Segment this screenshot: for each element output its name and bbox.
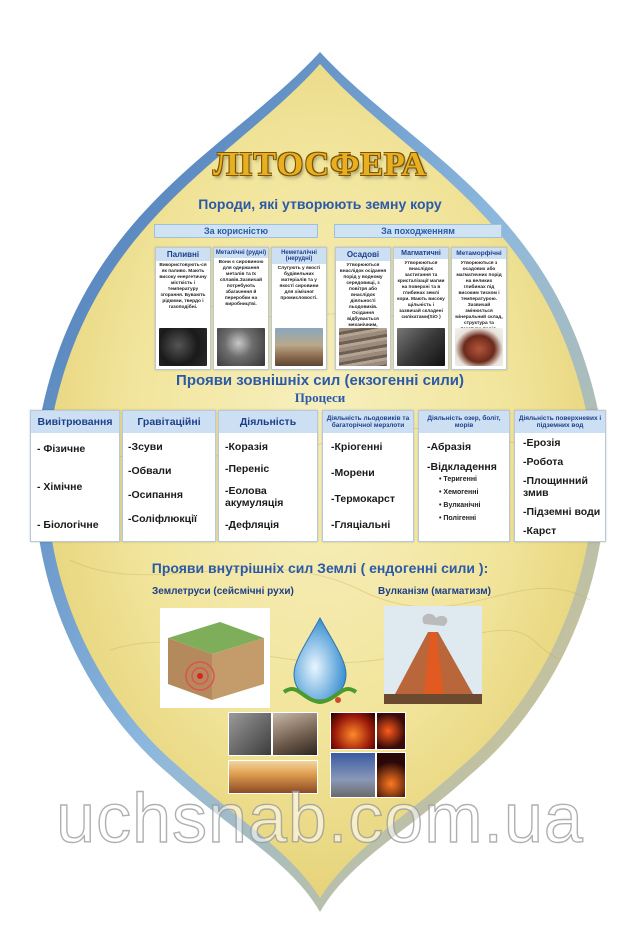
rock-card-metallic bbox=[213, 247, 269, 370]
process-column-title: Діяльність поверхневих і підземних вод bbox=[515, 411, 605, 433]
ore-image bbox=[217, 328, 265, 366]
list-subitem: • Теригенні bbox=[439, 476, 478, 483]
rock-card-title: Метаморфічні bbox=[452, 248, 506, 259]
list-item: -Абразія bbox=[427, 441, 472, 453]
rock-card-nonmetallic bbox=[271, 247, 327, 370]
volcano-diagram bbox=[384, 606, 482, 704]
igneous-rock-image bbox=[397, 328, 445, 366]
rock-card-text: Утворюються внаслідок застигання та кристалізації магми на поверхні та в глибинах землі кори. Мають високу щільність і зазвичай складені силікатами(SiO ) bbox=[397, 261, 445, 320]
watermark: uchsnab.com.ua bbox=[56, 779, 584, 857]
list-item: -Площинний змив bbox=[523, 475, 588, 499]
list-item: -Термокарст bbox=[331, 493, 396, 505]
list-item: -Ерозія bbox=[523, 437, 561, 449]
list-item: - Хімічне bbox=[37, 481, 83, 493]
process-column-waters bbox=[514, 410, 606, 542]
process-column-lakes bbox=[418, 410, 510, 542]
water-drop-icon bbox=[278, 612, 362, 708]
section1-heading: Породи, які утворюють земну кору bbox=[198, 196, 442, 212]
process-column-glacier bbox=[322, 410, 414, 542]
rock-card-text: Використовують-ся як паливо. Мають високу енергетичну місткість і температуру згорання. Бувають рідкими, твердо і газоподібні. bbox=[159, 263, 207, 310]
list-item: -Морени bbox=[331, 467, 375, 479]
list-item: -Еолова акумуляція bbox=[225, 485, 284, 509]
list-item: -Відкладення bbox=[427, 461, 497, 473]
list-item: -Робота bbox=[523, 456, 564, 468]
section3-heading: Прояви внутрішніх сил Землі ( ендогенні сили ): bbox=[151, 560, 489, 576]
rock-card-title: Неметалічні (нерудні) bbox=[272, 248, 326, 264]
rock-card-text: Слугують у якості будівельних матеріалів та у якості сировини для хімічної промисловості. bbox=[277, 266, 321, 301]
quarry-image bbox=[275, 328, 323, 366]
volcanism-label: Вулканізм (магматизм) bbox=[378, 586, 491, 597]
list-subitem: • Хемогенні bbox=[439, 489, 479, 496]
rock-card-sedimentary bbox=[335, 247, 391, 370]
list-subitem: • Вулканічні bbox=[439, 502, 481, 509]
process-column-gravitational bbox=[122, 410, 216, 542]
rock-card-text: Утворюються внаслідок осідання порід у водному середовищі, з повітря або внаслідок діяльності льодовиків. Осідання відбувається механічним, bbox=[339, 263, 387, 328]
list-item: -Переніс bbox=[225, 463, 270, 475]
list-item: -Кріогенні bbox=[331, 441, 383, 453]
rock-card-text: Вони є сировиною для одержання металів та їх сплавів.Зазвичай потребують збагачення й переробки на виробництві. bbox=[218, 260, 264, 307]
section2-subheading: Процеси bbox=[294, 390, 346, 405]
rock-card-title: Осадові bbox=[336, 248, 390, 261]
volcano-photo-2 bbox=[376, 712, 406, 750]
tag-origin: За походженням bbox=[334, 224, 502, 238]
rock-card-metamorphic bbox=[451, 247, 507, 370]
process-column-title: Діяльність bbox=[219, 411, 317, 433]
list-item: -Підземні води bbox=[523, 506, 601, 518]
coal-image bbox=[159, 328, 207, 366]
rock-card-fuel bbox=[155, 247, 211, 370]
list-item: -Осипання bbox=[128, 489, 183, 501]
earthquake-label: Землетруси (сейсмічні рухи) bbox=[152, 586, 294, 597]
tag-usefulness: За корисністю bbox=[154, 224, 318, 238]
list-item: - Фізичне bbox=[37, 443, 86, 455]
earthquake-diagram bbox=[160, 608, 270, 708]
metamorphic-rock-image bbox=[455, 328, 503, 366]
rock-card-title: Металічні (рудні) bbox=[215, 250, 267, 256]
list-item: - Біологічне bbox=[37, 519, 99, 531]
process-column-title: Вивітрювання bbox=[31, 411, 119, 433]
list-item: -Обвали bbox=[128, 465, 172, 477]
volcano-photo-1 bbox=[330, 712, 376, 750]
list-subitem: • Полігенні bbox=[439, 515, 477, 522]
rock-card-igneous bbox=[393, 247, 449, 370]
rock-card-title: Магматичні bbox=[394, 248, 448, 259]
page-title: ЛІТОСФЕРА bbox=[212, 146, 428, 183]
process-column-weathering bbox=[30, 410, 120, 542]
earthquake-photo-2 bbox=[272, 712, 318, 756]
rock-card-text: Утворюються з осадових або магматичних порід на великих глибинах під високим тиском і температурою. Зазвичай змінюється мінеральний склад, структура та bbox=[455, 261, 503, 326]
list-item: -Карст bbox=[523, 525, 557, 537]
list-item: -Зсуви bbox=[128, 441, 163, 453]
sedimentary-rock-image bbox=[339, 328, 387, 366]
list-item: -Гляціальні bbox=[331, 519, 391, 531]
list-item: -Дефляція bbox=[225, 519, 280, 531]
process-column-title: Діяльність озер, боліт, морів bbox=[419, 411, 509, 433]
earthquake-photo-1 bbox=[228, 712, 272, 756]
rock-card-title: Паливні bbox=[156, 248, 210, 261]
process-column-title: Гравітаційні bbox=[123, 411, 215, 433]
section2-heading: Прояви зовнішніх сил (екзогенні сили) bbox=[176, 372, 464, 389]
list-item: -Коразія bbox=[225, 441, 268, 453]
process-column-title: Діяльність льодовиків та багаторічної мерзлоти bbox=[323, 411, 413, 433]
list-item: -Соліфлюкції bbox=[128, 513, 197, 525]
process-column-activity bbox=[218, 410, 318, 542]
